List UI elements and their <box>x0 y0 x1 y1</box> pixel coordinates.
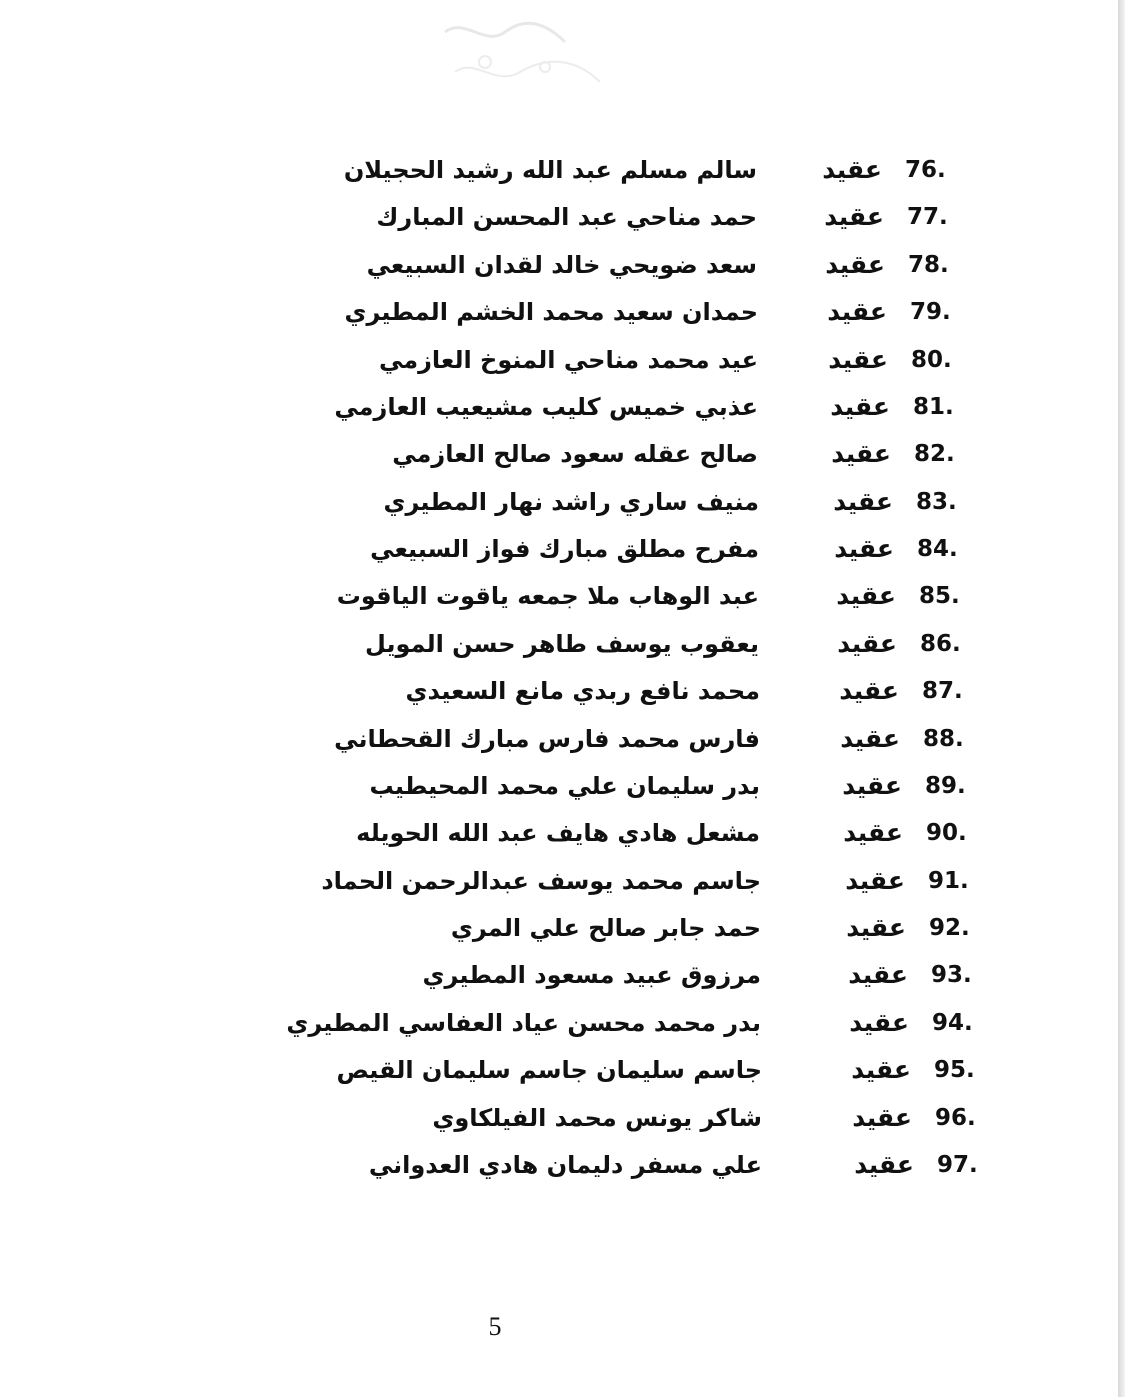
entry-name: شاكر يونس محمد الفيلكاوي <box>432 1103 762 1132</box>
list-item <box>0 811 1118 855</box>
list-item <box>0 148 1118 192</box>
entry-name: حمد مناحي عبد المحسن المبارك <box>376 203 757 232</box>
entry-number: 83. <box>916 488 957 515</box>
list-item <box>0 432 1118 476</box>
list-item <box>0 527 1118 571</box>
entry-name: محمد نافع ربدي مانع السعيدي <box>405 677 760 706</box>
entry-name: عبد الوهاب ملا جمعه ياقوت الياقوت <box>336 582 759 611</box>
entry-rank: عقيد <box>854 1150 914 1179</box>
list-item <box>0 669 1118 713</box>
list-item <box>0 195 1118 239</box>
entry-name: سالم مسلم عبد الله رشيد الحجيلان <box>343 156 757 184</box>
list-item <box>0 953 1118 997</box>
entry-number: 77. <box>907 204 948 231</box>
entry-number: 82. <box>914 441 955 468</box>
entry-rank: عقيد <box>824 202 884 232</box>
entry-number: 93. <box>931 962 972 989</box>
list-item <box>0 290 1118 334</box>
entry-number: 88. <box>923 725 964 752</box>
entry-name: منيف ساري راشد نهار المطيري <box>383 487 759 516</box>
entry-number: 87. <box>922 678 963 705</box>
entry-rank: عقيد <box>849 1007 909 1037</box>
entry-name: حمدان سعيد محمد الخشم المطيري <box>344 298 758 327</box>
list-item <box>0 717 1118 761</box>
entry-rank: عقيد <box>852 1102 912 1132</box>
entry-name: مفرح مطلق مبارك فواز السبيعي <box>370 535 759 564</box>
entry-name: عيد محمد مناحي المنوخ العازمي <box>378 345 758 374</box>
entry-rank: عقيد <box>837 628 897 658</box>
entry-number: 92. <box>929 915 970 942</box>
list-item <box>0 859 1118 903</box>
list-item <box>0 622 1118 666</box>
list-item <box>0 1096 1118 1140</box>
entry-rank: عقيد <box>848 960 908 990</box>
entry-name: مشعل هادي هايف عبد الله الحويله <box>356 819 760 848</box>
list-item <box>0 338 1118 382</box>
entry-number: 90. <box>926 820 967 847</box>
entry-name: بدر محمد محسن عياد العفاسي المطيري <box>286 1008 761 1037</box>
entry-rank: عقيد <box>828 344 888 374</box>
entry-rank: عقيد <box>836 581 896 611</box>
entry-name: سعد ضويحي خالد لقدان السبيعي <box>366 250 757 279</box>
entry-number: 94. <box>932 1009 973 1036</box>
entry-name: فارس محمد فارس مبارك القحطاني <box>334 724 760 753</box>
list-item <box>0 243 1118 287</box>
entry-name: علي مسفر دليمان هادي العدواني <box>368 1151 762 1179</box>
entry-number: 89. <box>925 772 966 799</box>
entry-name: يعقوب يوسف طاهر حسن المويل <box>365 629 759 658</box>
entry-number: 85. <box>919 583 960 610</box>
entry-number: 76. <box>905 157 946 183</box>
list-item <box>0 1048 1118 1092</box>
entry-rank: عقيد <box>843 818 903 848</box>
entry-name: صالح عقله سعود صالح العازمي <box>392 440 758 469</box>
entry-name: بدر سليمان علي محمد المحيطيب <box>369 771 760 800</box>
entry-number: 91. <box>928 867 969 894</box>
entry-rank: عقيد <box>827 297 887 327</box>
page-number: 5 <box>488 1312 502 1341</box>
entry-name: جاسم سليمان جاسم سليمان القيص <box>336 1056 762 1085</box>
entry-number: 96. <box>935 1104 976 1131</box>
entry-number: 84. <box>917 536 958 563</box>
list-item <box>0 1001 1118 1045</box>
entry-number: 97. <box>937 1152 978 1178</box>
entry-number: 78. <box>908 251 949 278</box>
list-item <box>0 574 1118 618</box>
entry-number: 86. <box>920 630 961 657</box>
list-item <box>0 1143 1118 1187</box>
entry-rank: عقيد <box>846 913 906 943</box>
entry-rank: عقيد <box>839 676 899 706</box>
entry-name: حمد جابر صالح علي المري <box>450 914 761 943</box>
entry-rank: عقيد <box>851 1055 911 1085</box>
entry-rank: عقيد <box>825 249 885 279</box>
entry-number: 79. <box>910 299 951 326</box>
entry-rank: عقيد <box>833 486 893 516</box>
entry-name: عذبي خميس كليب مشيعيب العازمي <box>334 392 758 421</box>
entry-name: مرزوق عبيد مسعود المطيري <box>422 961 761 990</box>
page-edge <box>1118 0 1125 1397</box>
list-item <box>0 906 1118 950</box>
list-item <box>0 480 1118 524</box>
entry-rank: عقيد <box>822 155 882 184</box>
entry-number: 81. <box>913 393 954 420</box>
entry-number: 80. <box>911 346 952 373</box>
list-item <box>0 385 1118 429</box>
entry-rank: عقيد <box>834 534 894 564</box>
entry-rank: عقيد <box>845 865 905 895</box>
entry-number: 95. <box>934 1057 975 1084</box>
entry-name: جاسم محمد يوسف عبدالرحمن الحماد <box>321 866 761 895</box>
list-item <box>0 764 1118 808</box>
entry-rank: عقيد <box>840 723 900 753</box>
entry-rank: عقيد <box>842 770 902 800</box>
entry-rank: عقيد <box>830 391 890 421</box>
entry-rank: عقيد <box>831 439 891 469</box>
